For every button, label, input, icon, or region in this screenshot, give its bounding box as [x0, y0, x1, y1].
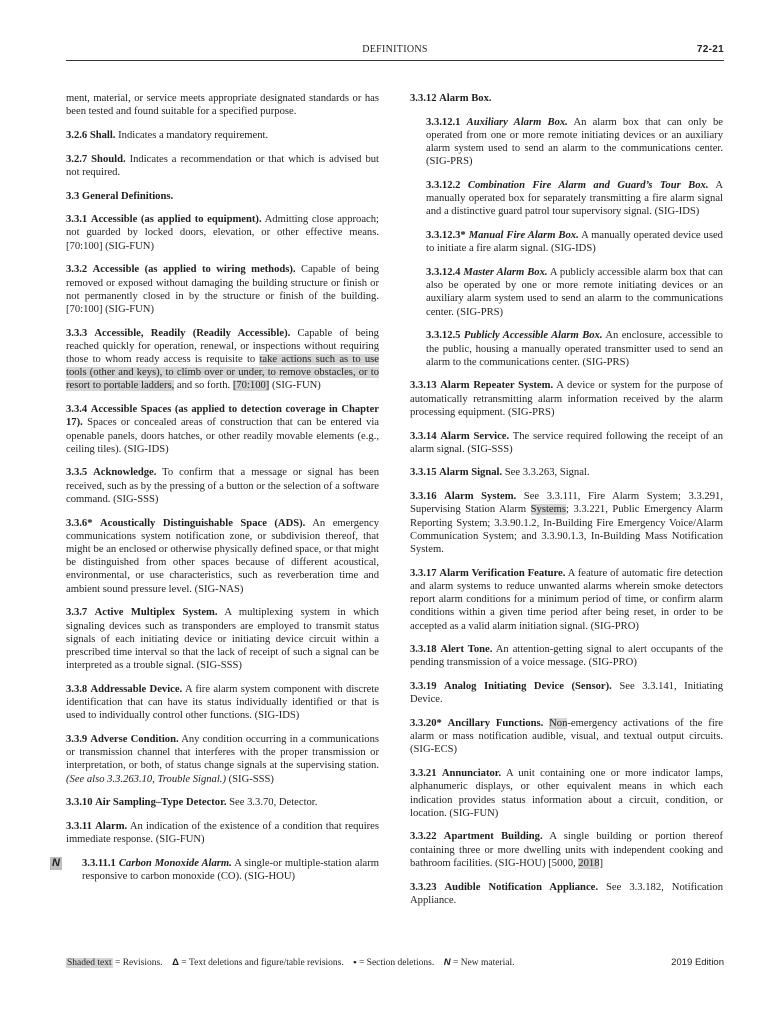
definition-3-3-20: 3.3.20* Ancillary Functions. Non-emergency activations of the fire alarm or mass notification audible, visual, and textual output circuits. (SIG-ECS)	[410, 718, 724, 756]
definition-3-3-21: 3.3.21 Annunciator. A unit containing one or more indicator lamps, alphanumeric displays, or other equivalent means in which each indication provides status information about a circuit, condition, or location. (SIG-FUN)	[410, 768, 723, 819]
revision-shading: [70:100]	[232, 380, 270, 392]
definition-3-3-22: 3.3.22 Apartment Building. A single building or portion thereof containing three or more dwelling units with independent cooking and bathroom facilities. (SIG-HOU) [5000, 2018]	[410, 831, 723, 869]
revision-legend: Shaded text = Revisions. Δ = Text deletions and figure/table revisions. • = Section deletions. N = New material.	[67, 957, 515, 968]
definition-3-3-12: 3.3.12 Alarm Box.	[410, 93, 492, 104]
revision-shading: Non	[549, 718, 568, 730]
definition-3-3-23: 3.3.23 Audible Notification Appliance. See 3.3.182, Notification Appliance.	[410, 881, 723, 906]
definition-3-3-12-5: 3.3.12.5 Publicly Accessible Alarm Box. An enclosure, accessible to the public, housing a manually operated transmitter used to send an alarm to the communications center. (SIG-PRS)	[426, 330, 723, 368]
section-heading-3-3: 3.3 General Definitions.	[66, 190, 174, 202]
bullet-icon: •	[353, 957, 357, 968]
definition-3-3-9: 3.3.9 Adverse Condition. Any condition occurring in a communications or transmission channel that interferes with the proper transmission or interpretation, or both, of status change signals at the supervising station. (See also 3.3.263.10, Trouble Signal.) (SIG-SSS)	[66, 733, 379, 785]
definition-3-3-15: 3.3.15 Alarm Signal. See 3.3.263, Signal.	[410, 467, 590, 479]
definition-3-3-10: 3.3.10 Air Sampling–Type Detector. See 3.3.70, Detector.	[66, 797, 318, 809]
new-material-icon: N	[443, 957, 451, 968]
section-title: DEFINITIONS	[362, 44, 428, 55]
definition-3-3-8: 3.3.8 Addressable Device. A fire alarm system component with discrete identification that can have its status individually identified or that is used to individually control other functions. (SIG-IDS)	[66, 683, 379, 722]
page-header	[66, 44, 724, 61]
definition-3-3-13: 3.3.13 Alarm Repeater System. A device or system for the purpose of automatically retransmitting alarm information received by the alarm processing equipment. (SIG-PRS)	[410, 380, 723, 418]
definition-3-3-6: 3.3.6* Acoustically Distinguishable Space (ADS). An emergency communications system notification zone, or subdivision thereof, that might be an enclosed or otherwise physically defined space, or that might be distinguished from other spaces because of different acoustical, environmental, or use characteristics, such as reverberation time and ambient sound pressure level. (SIG-NAS)	[66, 517, 379, 595]
definition-3-3-2: 3.3.2 Accessible (as applied to wiring methods). Capable of being removed or exposed without damaging the building structure or finish or not permanently closed in by the structure or finish of the building. [70:100] (SIG-FUN)	[66, 264, 379, 315]
definition-3-3-18: 3.3.18 Alert Tone. An attention-getting signal to alert occupants of the pending transmission of a voice message. (SIG-PRO)	[410, 644, 723, 669]
right-column	[410, 92, 723, 917]
definition-3-3-4: 3.3.4 Accessible Spaces (as applied to detection coverage in Chapter 17). Spaces or concealed areas of construction that can be entered via openable panels, doors hatches, or other readily movable elements (e.g., ceiling tiles). (SIG-IDS)	[66, 404, 380, 455]
revision-shading: take actions such as to use tools (other and keys), to climb over or under, to remove obstacles, or to resort to portable ladders,	[66, 354, 380, 392]
definition-3-3-12-4: 3.3.12.4 Master Alarm Box. A publicly accessible alarm box that can also be operated by one or more remote initiating devices or an auxiliary alarm system used to send an alarm to the communications center. (SIG-PRS)	[426, 267, 723, 318]
definition-3-3-11: 3.3.11 Alarm. An indication of the existence of a condition that requires immediate response. (SIG-FUN)	[66, 820, 379, 846]
definition-3-2-6: 3.2.6 Shall. Indicates a mandatory requirement.	[66, 129, 269, 141]
definition-3-2-7: 3.2.7 Should. Indicates a recommendation or that which is advised but not required.	[66, 153, 379, 178]
page-footer	[66, 957, 724, 971]
left-column	[52, 92, 380, 894]
revision-shading: 2018	[578, 857, 600, 869]
definition-3-3-19: 3.3.19 Analog Initiating Device (Sensor). See 3.3.141, Initiating Device.	[410, 681, 724, 706]
definition-3-3-7: 3.3.7 Active Multiplex System. A multiplexing system in which signaling devices such as transponders are employed to transmit status signals of each initiating device or initiating device circuit within a prescribed time interval so that the lack of receipt of such a signal can be interpreted as a trouble signal. (SIG-SSS)	[66, 607, 379, 672]
definition-3-3-3: 3.3.3 Accessible, Readily (Readily Accessible). Capable of being reached quickly for operation, renewal, or inspections without requiring those to whom ready access is requisite to take actions such as to use tools (other and keys), to climb over or under, to remove obstacles, or to resort to portable ladders, and so forth. [70:100] (SIG-FUN)	[66, 327, 380, 392]
definition-3-3-17: 3.3.17 Alarm Verification Feature. A feature of automatic fire detection and alarm systems to reduce unwanted alarms wherein smoke detectors report alarm conditions for a minimum period of time, or confirm alarm conditions within a given time period after being reset, in order to be accepted as a valid alarm initiation signal. (SIG-PRO)	[410, 567, 723, 632]
definition-3-3-12-2: 3.3.12.2 Combination Fire Alarm and Guard’s Tour Box. A manually operated box for separately transmitting a fire alarm signal and a distinctive guard patrol tour supervisory signal. (SIG-IDS)	[426, 180, 723, 218]
edition-label: 2019 Edition	[671, 957, 724, 968]
definition-3-3-14: 3.3.14 Alarm Service. The service required following the receipt of an alarm signal. (SIG-SSS)	[410, 430, 724, 455]
definition-3-3-12-1: 3.3.12.1 Auxiliary Alarm Box. An alarm box that can only be operated from one or more remote initiating devices or an auxiliary alarm system used to send an alarm to the communications center. (SIG-PRS)	[426, 116, 723, 168]
definition-3-3-5: 3.3.5 Acknowledge. To confirm that a message or signal has been received, such as by the pressing of a button or the selection of a software command. (SIG-SSS)	[66, 467, 379, 505]
definition-3-3-12-3: 3.3.12.3* Manual Fire Alarm Box. A manually operated device used to initiate a fire alarm signal. (SIG-IDS)	[426, 230, 723, 255]
paragraph-continuation: ment, material, or service meets appropriate designated standards or has been tested and found suitable for a specified purpose.	[66, 93, 379, 118]
page-number: 72-21	[696, 44, 724, 55]
definition-3-3-1: 3.3.1 Accessible (as applied to equipment). Admitting close approach; not guarded by locked doors, elevation, or other effective means. [70:100] (SIG-FUN)	[66, 214, 379, 252]
shaded-text-sample: Shaded text	[67, 958, 112, 968]
definition-3-3-16: 3.3.16 Alarm System. See 3.3.111, Fire Alarm System; 3.3.291, Supervising Station Alarm Systems; 3.3.221, Public Emergency Alarm Reporting System; 3.3.90.1.2, In-Building Fire Emergency Voice/Alarm Communication System; and 3.3.90.1.3, In-Building Mass Notification System.	[410, 491, 723, 555]
new-material-marker: N	[52, 856, 60, 869]
definition-3-3-11-1: N 3.3.11.1 Carbon Monoxide Alarm. A single-or multiple-station alarm responsive to carbon monoxide (CO). (SIG-HOU)	[52, 856, 379, 883]
revision-shading: Systems	[530, 504, 566, 516]
delta-icon: Δ	[172, 957, 179, 968]
